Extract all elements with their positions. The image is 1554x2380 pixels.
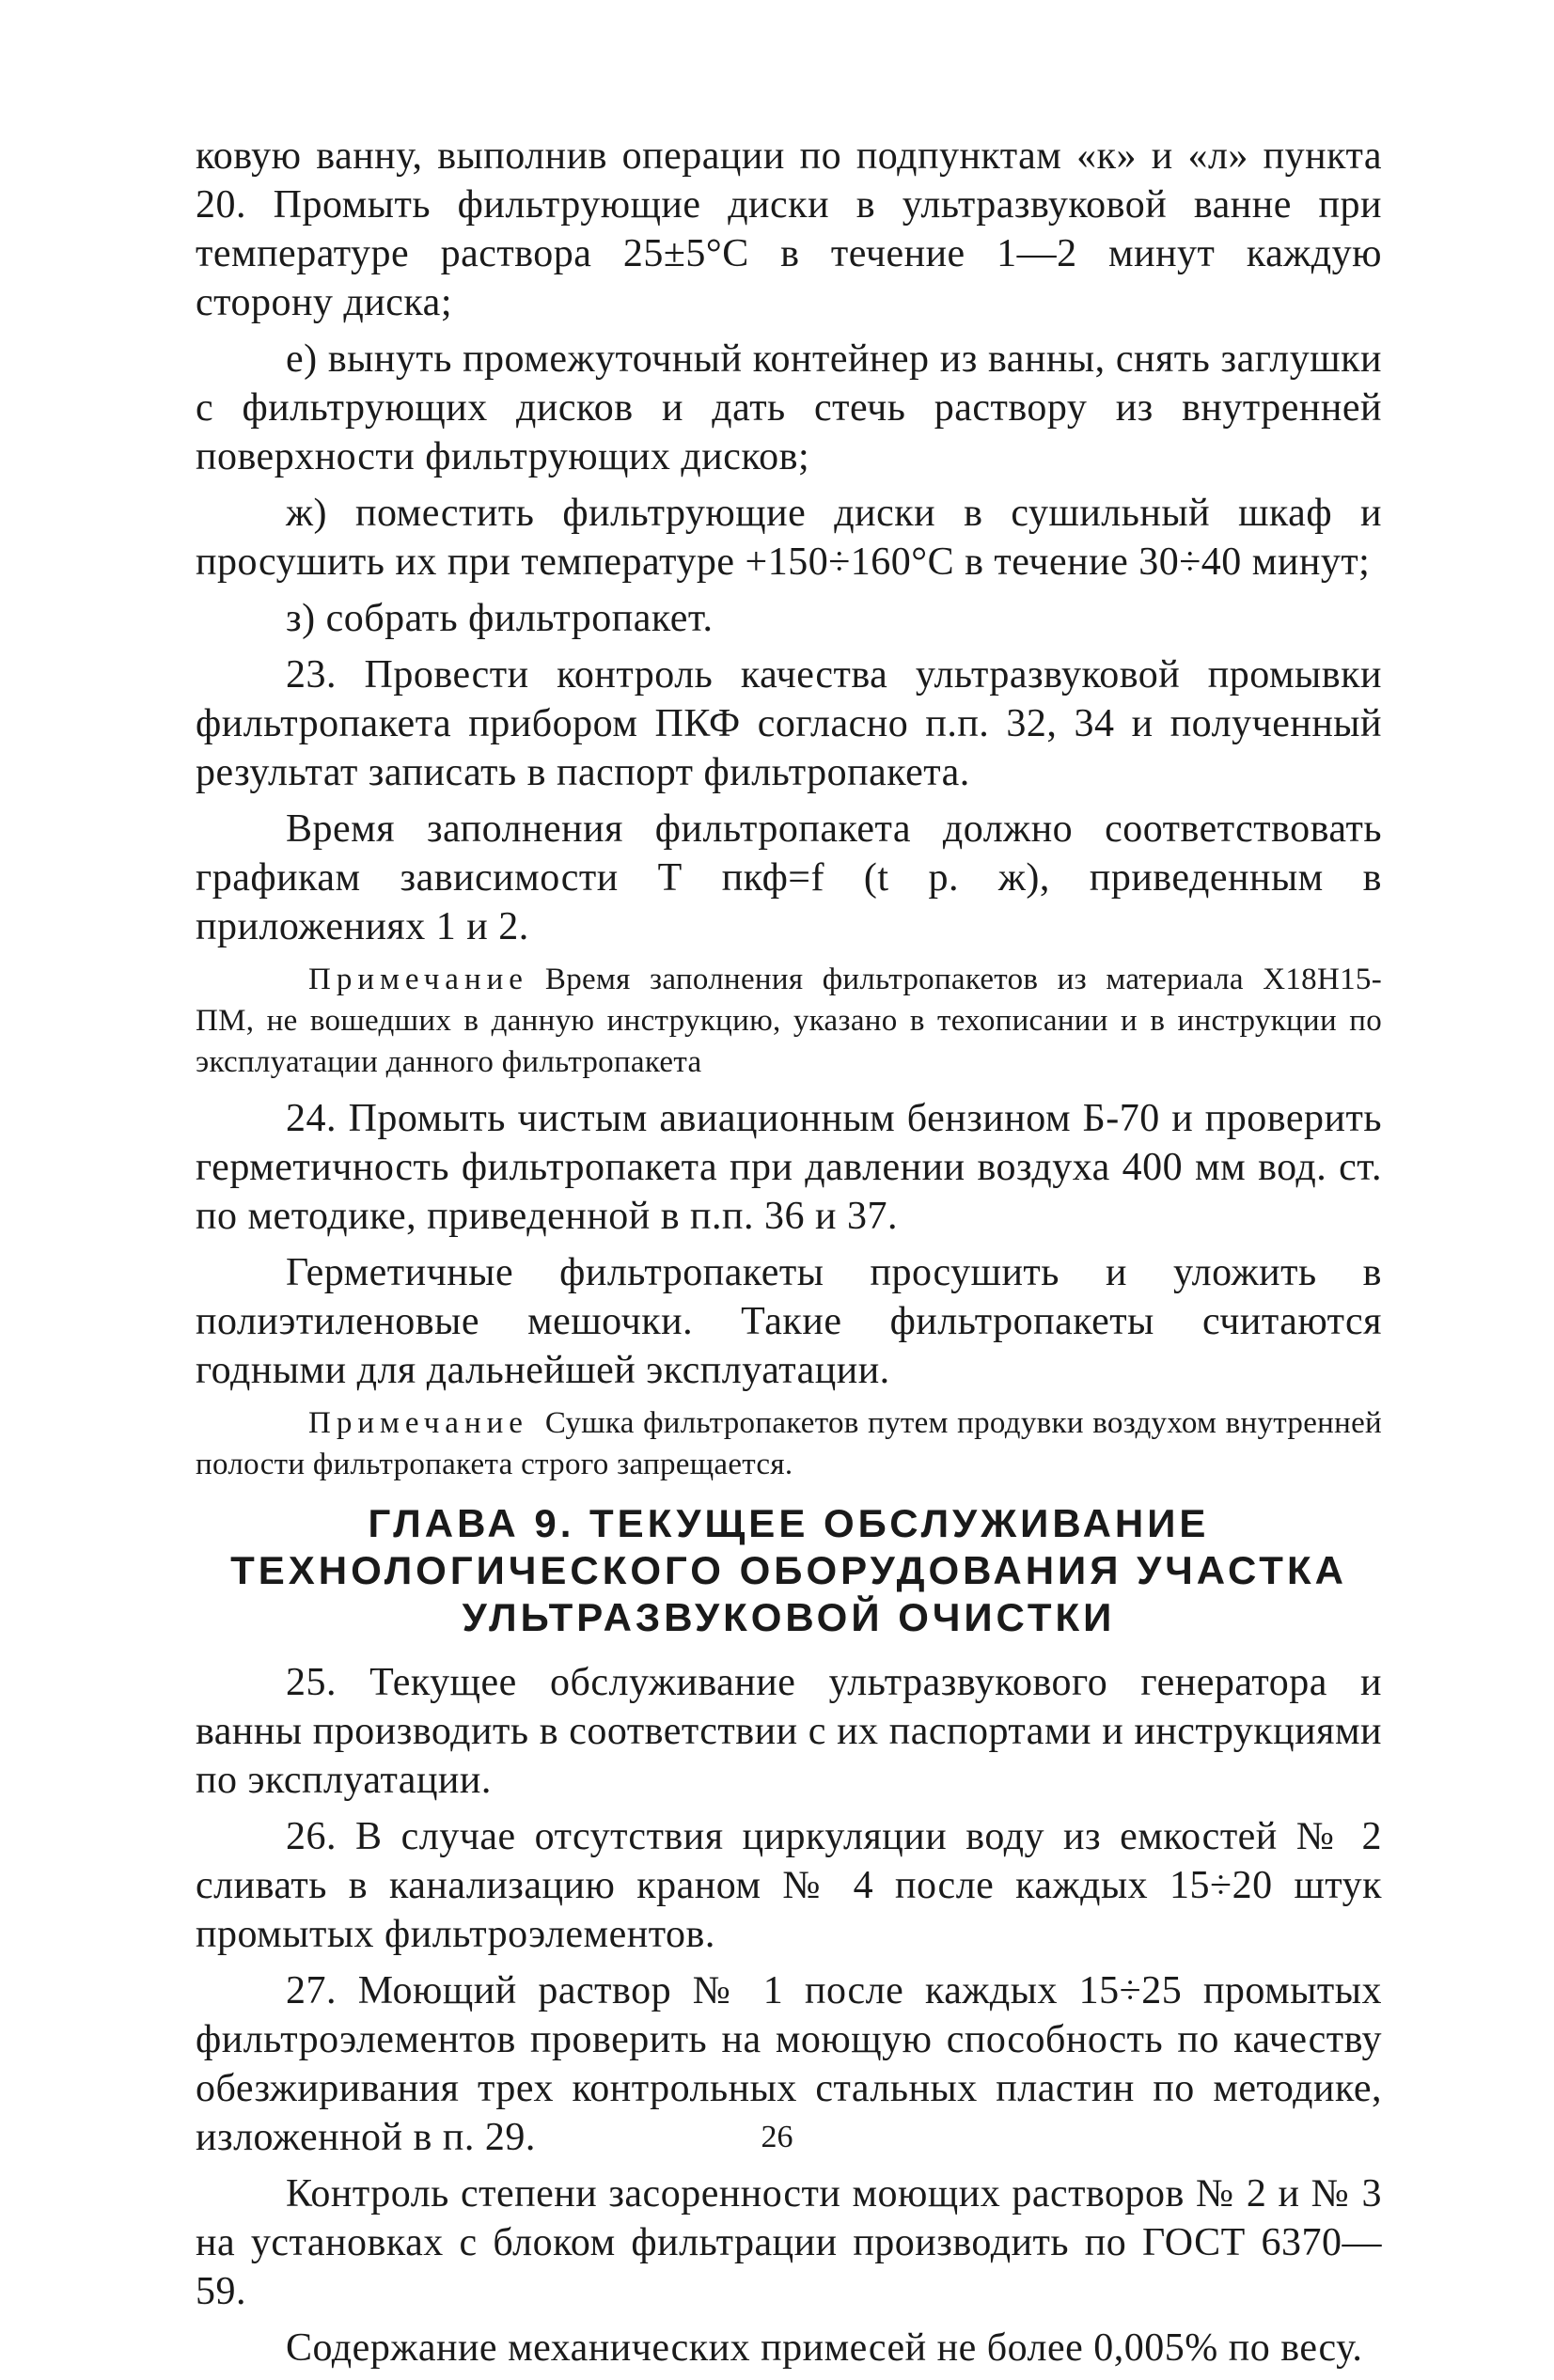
note-text: Время заполнения фильтропакетов из материала Х18Н15-ПМ, не вошедших в данную инструкцию, указано в техописании и в инструкции по эксплуатации данного фильтропакета: [196, 963, 1382, 1079]
paragraph-continuation: ковую ванну, выполнив операции по подпунктам «к» и «л» пункта 20. Промыть фильтрующие диски в ультразвуковой ванне при температуре раствора 25±5°С в течение 1—2 минут каждую сторону диска;: [196, 134, 1382, 324]
paragraph-contamination-control: Контроль степени засоренности моющих растворов № 2 и № 3 на установках с блоком фильтрации производить по ГОСТ 6370—59.: [196, 2172, 1382, 2313]
paragraph-27: 27. Моющий раствор № 1 после каждых 15÷25 промытых фильтроэлементов проверить на моющую способность по качеству обезжиривания трех контрольных стальных пластин по методике, изложенной в п. 29.: [196, 1969, 1382, 2159]
paragraph-25: 25. Текущее обслуживание ультразвукового генератора и ванны производить в соответствии с их паспортами и инструкциями по эксплуатации.: [196, 1661, 1382, 1802]
chapter-heading: [196, 1500, 1382, 1641]
document-page: [196, 132, 1382, 2380]
note-drying: [196, 1402, 1382, 1485]
paragraph-26: 26. В случае отсутствия циркуляции воду из емкостей № 2 сливать в канализацию краном № 4 после каждых 15÷20 штук промытых фильтроэлементов.: [196, 1815, 1382, 1956]
note-fill-time: [196, 959, 1382, 1083]
chapter-heading-line-3: УЛЬТРАЗВУКОВОЙ ОЧИСТКИ: [462, 1595, 1116, 1639]
paragraph-24: 24. Промыть чистым авиационным бензином Б-70 и проверить герметичность фильтропакета при давлении воздуха 400 мм вод. ст. по методике, приведенной в п.п. 36 и 37.: [196, 1097, 1382, 1238]
paragraph-impurities: Содержание механических примесей не более 0,005% по весу.: [286, 2326, 1363, 2370]
paragraph-item-e: е) вынуть промежуточный контейнер из ванны, снять заглушки с фильтрующих дисков и дать стечь раствору из внутренней поверхности фильтрующих дисков;: [196, 337, 1382, 478]
paragraph-hermetic: Герметичные фильтропакеты просушить и уложить в полиэтиленовые мешочки. Такие фильтропакеты считаются годными для дальнейшей эксплуатации.: [196, 1251, 1382, 1392]
note-label: Примечание: [308, 963, 528, 996]
chapter-heading-line-1: ГЛАВА 9. ТЕКУЩЕЕ ОБСЛУЖИВАНИЕ: [368, 1501, 1210, 1545]
chapter-heading-line-2: ТЕХНОЛОГИЧЕСКОГО ОБОРУДОВАНИЯ УЧАСТКА: [230, 1548, 1347, 1592]
note-text: Сушка фильтропакетов путем продувки воздухом внутренней полости фильтропакета строго запрещается.: [196, 1406, 1382, 1481]
paragraph-item-z: з) собрать фильтропакет.: [286, 597, 714, 640]
paragraph-item-zh: ж) поместить фильтрующие диски в сушильный шкаф и просушить их при температуре +150÷160°С в течение 30÷40 минут;: [196, 492, 1382, 584]
paragraph-fill-time: Время заполнения фильтропакета должно соответствовать графикам зависимости Т пкф=f (t р. ж), приведенным в приложениях 1 и 2.: [196, 807, 1382, 948]
page-number: 26: [761, 2120, 793, 2154]
paragraph-23: 23. Провести контроль качества ультразвуковой промывки фильтропакета прибором ПКФ согласно п.п. 32, 34 и полученный результат записать в паспорт фильтропакета.: [196, 653, 1382, 794]
note-label: Примечание: [308, 1406, 528, 1440]
